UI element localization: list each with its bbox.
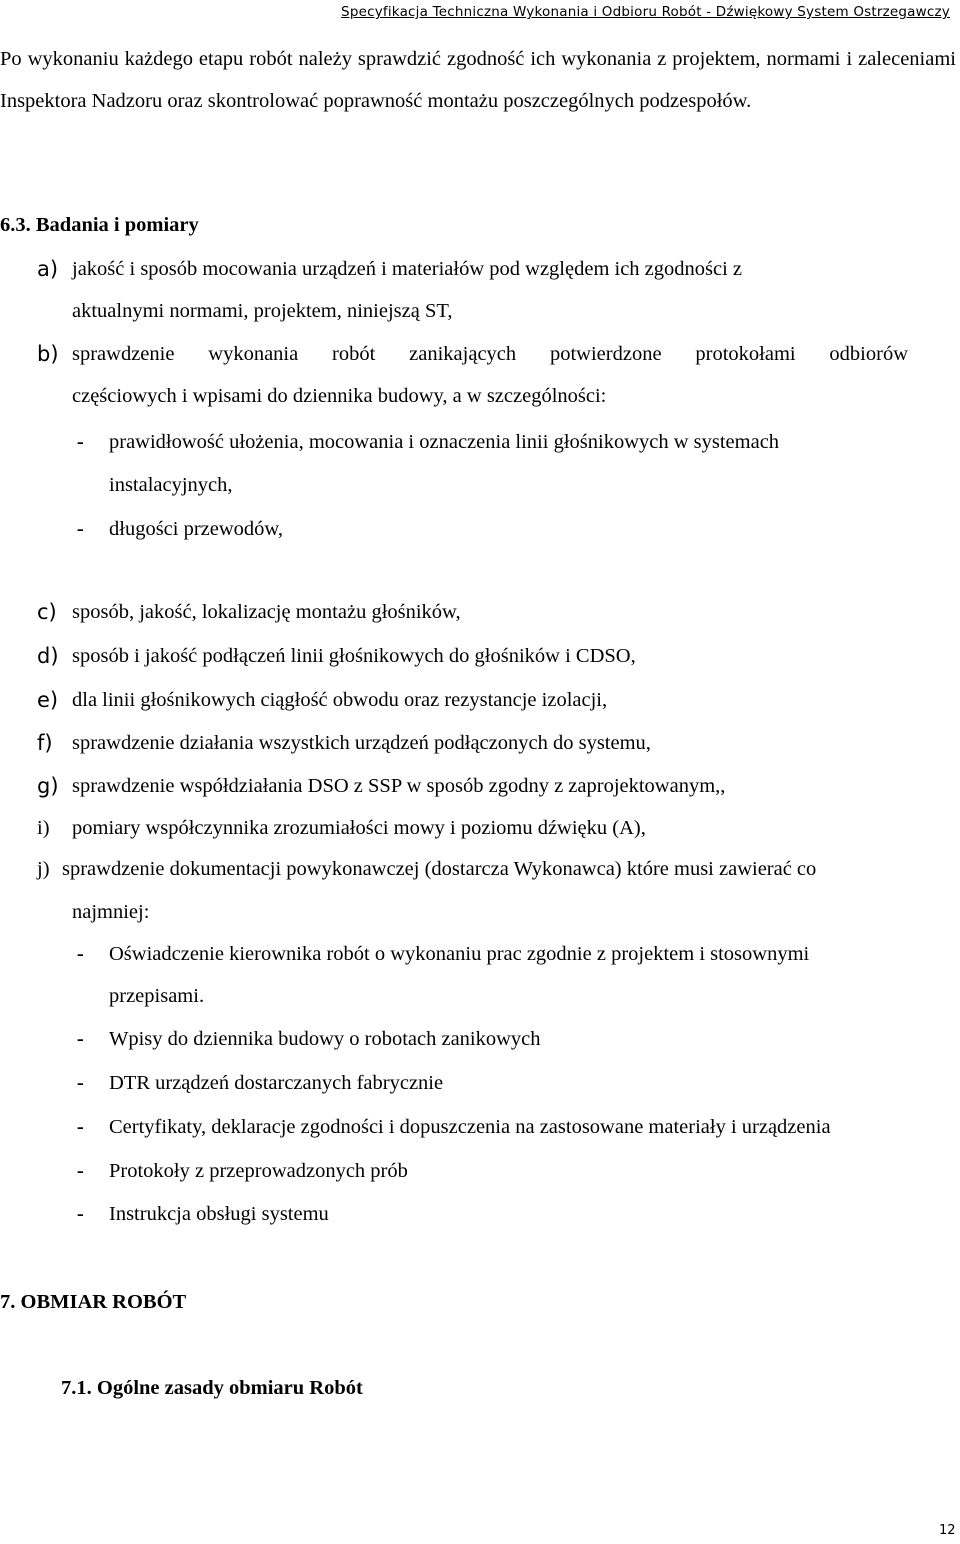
j-sub-3-line1: DTR urządzeń dostarczanych fabrycznie — [109, 1072, 444, 1094]
item-f-label: f) — [37, 731, 53, 755]
j-sub-1-line1: Oświadczenie kierownika robót o wykonaniu prac zgodnie z projektem i stosownymi — [109, 943, 810, 965]
item-c-text: sposób, jakość, lokalizację montażu głośników, — [72, 601, 461, 623]
page-header-title: Specyfikacja Techniczna Wykonania i Odbioru Robót - Dźwiękowy System Ostrzegawczy — [341, 4, 950, 20]
item-i-label: i) — [37, 817, 50, 839]
intro-paragraph: Po wykonaniu każdego etapu robót należy sprawdzić zgodność ich wykonania z projektem, normami i zaleceniami Inspektora Nadzoru oraz skontrolować poprawność montażu poszczególnych podzespołów. — [0, 48, 956, 112]
item-g-text: sprawdzenie współdziałania DSO z SSP w sposób zgodny z zaprojektowanym,, — [72, 775, 726, 797]
j-sub-6-dash: - — [74, 1202, 87, 1226]
section-6-3-heading: 6.3. Badania i pomiary — [0, 214, 199, 236]
item-b-line1: sprawdzenie wykonania robót zanikających potwierdzone protokołami odbiorów — [72, 343, 908, 365]
b-sub-1-line2: instalacyjnych, — [109, 474, 233, 496]
item-f-text: sprawdzenie działania wszystkich urządzeń podłączonych do systemu, — [72, 732, 651, 754]
item-b-label: b) — [37, 342, 59, 366]
j-sub-4-dash: - — [74, 1115, 87, 1139]
item-j-line1: sprawdzenie dokumentacji powykonawczej (dostarcza Wykonawca) które musi zawierać co — [62, 858, 817, 880]
j-sub-2-line1: Wpisy do dziennika budowy o robotach zanikowych — [109, 1028, 541, 1050]
j-sub-5-dash: - — [74, 1159, 87, 1183]
item-d-label: d) — [37, 644, 59, 668]
b-sub-2-line1: długości przewodów, — [109, 518, 284, 540]
item-i-text: pomiary współczynnika zrozumiałości mowy i poziomu dźwięku (A), — [72, 817, 646, 839]
item-c-label: c) — [37, 600, 57, 624]
section-7-1-heading: 7.1. Ogólne zasady obmiaru Robót — [61, 1377, 363, 1399]
j-sub-5-line1: Protokoły z przeprowadzonych prób — [109, 1160, 408, 1182]
item-b-line2: częściowych i wpisami do dziennika budowy, a w szczególności: — [72, 385, 607, 407]
j-sub-1-line2: przepisami. — [109, 985, 205, 1007]
b-sub-2-dash: - — [74, 517, 87, 541]
j-sub-4-line1: Certyfikaty, deklaracje zgodności i dopuszczenia na zastosowane materiały i urządzenia — [109, 1116, 831, 1138]
item-g-label: g) — [37, 774, 59, 798]
j-sub-6-line1: Instrukcja obsługi systemu — [109, 1203, 329, 1225]
j-sub-1-dash: - — [74, 942, 87, 966]
item-e-label: e) — [37, 688, 59, 712]
item-a-label: a) — [37, 257, 59, 281]
item-e-text: dla linii głośnikowych ciągłość obwodu oraz rezystancje izolacji, — [72, 689, 608, 711]
page-number: 12 — [939, 1523, 956, 1538]
item-j-line2: najmniej: — [72, 901, 150, 923]
b-sub-1-line1: prawidłowość ułożenia, mocowania i oznaczenia linii głośnikowych w systemach — [109, 431, 780, 453]
section-7-heading: 7. OBMIAR ROBÓT — [0, 1291, 187, 1313]
item-d-text: sposób i jakość podłączeń linii głośnikowych do głośników i CDSO, — [72, 645, 636, 667]
item-a-line1: jakość i sposób mocowania urządzeń i materiałów pod względem ich zgodności z — [72, 258, 743, 280]
j-sub-2-dash: - — [74, 1027, 87, 1051]
item-j-label: j) — [37, 858, 50, 880]
b-sub-1-dash: - — [74, 430, 87, 454]
j-sub-3-dash: - — [74, 1071, 87, 1095]
item-a-line2: aktualnymi normami, projektem, niniejszą ST, — [72, 300, 453, 322]
